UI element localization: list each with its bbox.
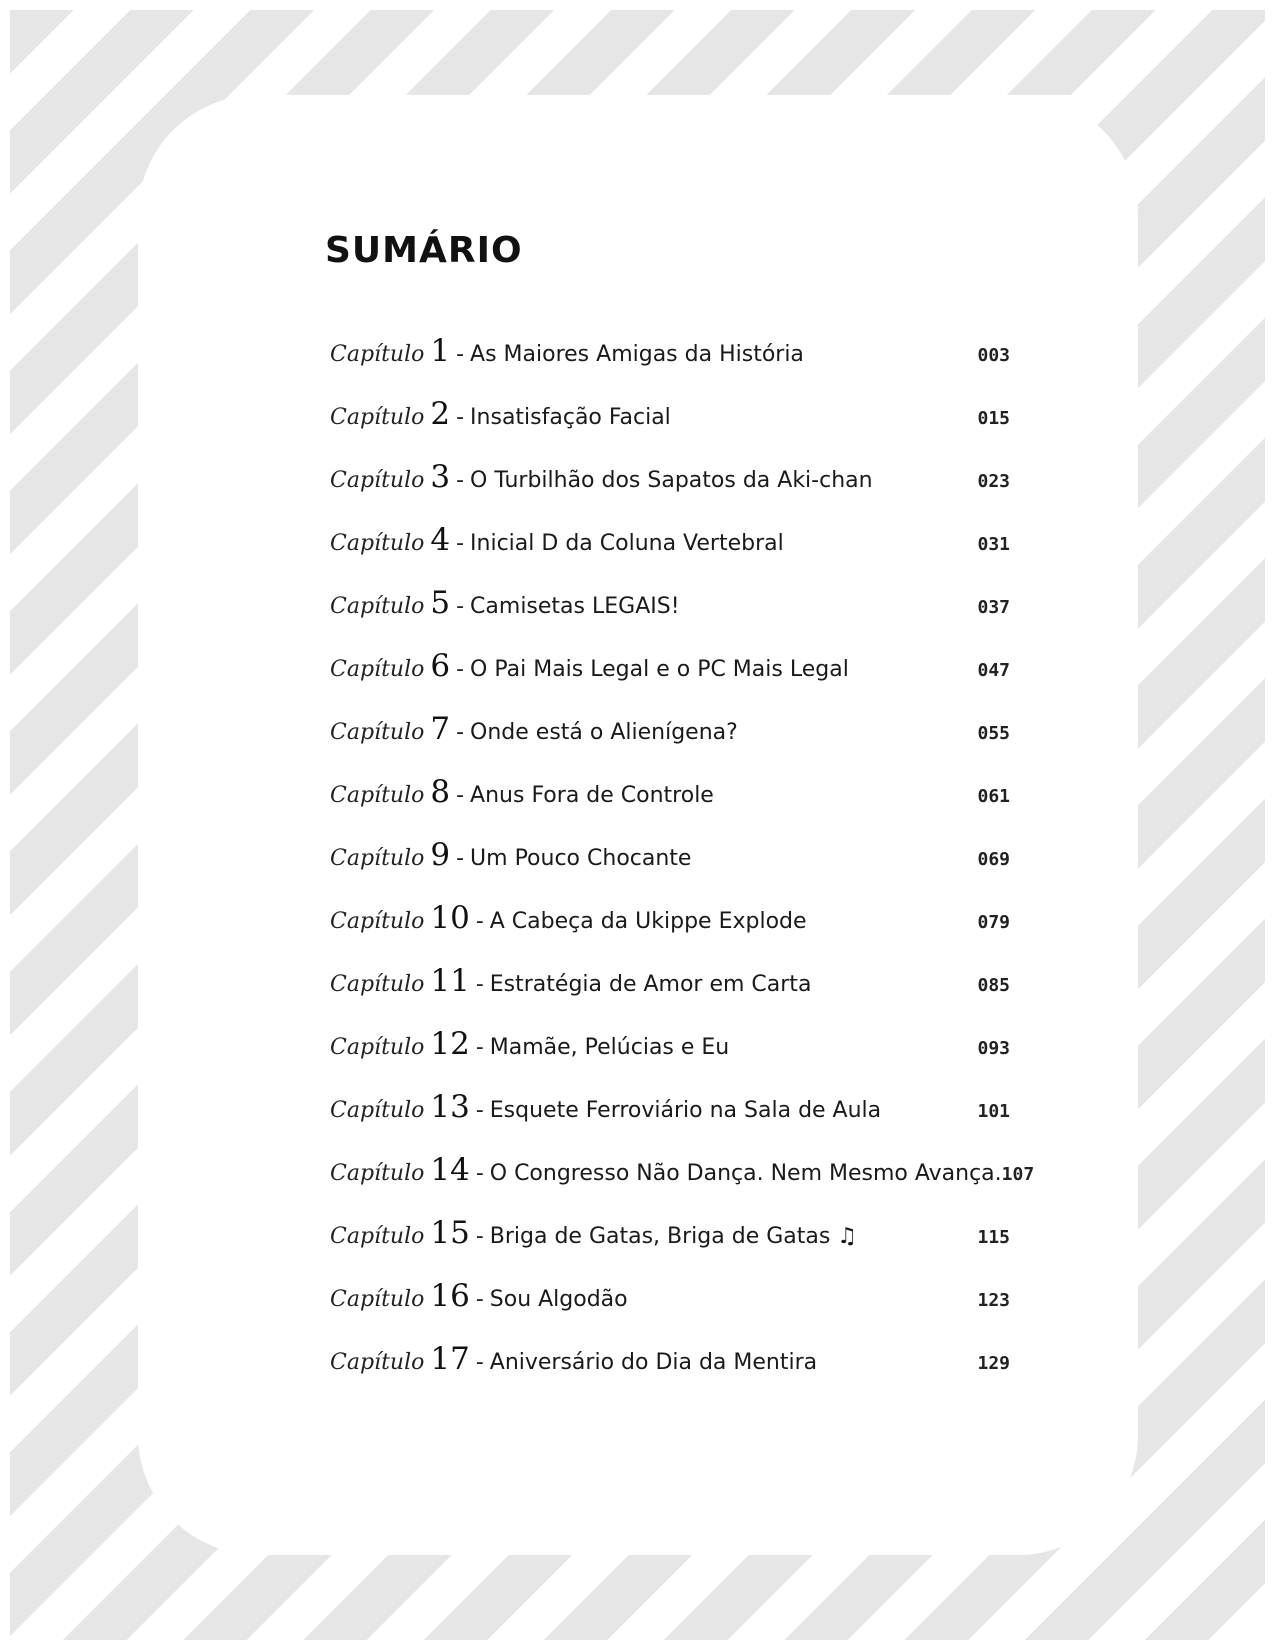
chapter-title: A Cabeça da Ukippe Explode (489, 909, 807, 934)
chapter-page-number: 085 (977, 975, 1010, 996)
chapter-title: Briga de Gatas, Briga de Gatas ♫ (489, 1224, 858, 1249)
chapter-label: Capítulo (330, 468, 425, 493)
chapter-page-number: 107 (1001, 1164, 1035, 1185)
toc-entry-2[interactable] (330, 396, 1010, 459)
chapter-title: Mamãe, Pelúcias e Eu (489, 1035, 730, 1060)
chapter-label: Capítulo (330, 846, 425, 871)
chapter-page-number: 101 (977, 1101, 1010, 1122)
chapter-separator: - (456, 783, 465, 808)
toc-entry-heading (330, 1215, 857, 1251)
chapter-label: Capítulo (330, 783, 425, 808)
chapter-number: 10 (430, 900, 470, 936)
chapter-page-number: 003 (977, 345, 1010, 366)
chapter-label: Capítulo (330, 1161, 425, 1186)
chapter-number: 13 (430, 1089, 470, 1125)
chapter-page-number: 015 (977, 408, 1010, 429)
toc-entry-8[interactable] (330, 774, 1010, 837)
chapter-label: Capítulo (330, 657, 425, 682)
toc-entry-heading (330, 459, 873, 495)
chapter-title: O Congresso Não Dança. Nem Mesmo Avança. (489, 1161, 1002, 1186)
toc-title: SUMÁRIO (325, 230, 523, 271)
chapter-number: 3 (430, 459, 451, 495)
chapter-label: Capítulo (330, 972, 425, 997)
toc-entry-15[interactable] (330, 1215, 1010, 1278)
content-panel-corner (305, 95, 1085, 175)
chapter-number: 12 (430, 1026, 470, 1062)
chapter-separator: - (456, 342, 465, 367)
chapter-number: 15 (430, 1215, 470, 1251)
chapter-label: Capítulo (330, 1098, 425, 1123)
chapter-number: 8 (430, 774, 451, 810)
toc-entry-9[interactable] (330, 837, 1010, 900)
toc-entry-3[interactable] (330, 459, 1010, 522)
chapter-title: Esquete Ferroviário na Sala de Aula (489, 1098, 882, 1123)
chapter-label: Capítulo (330, 909, 425, 934)
toc-entry-heading (330, 585, 680, 621)
chapter-title: O Pai Mais Legal e o PC Mais Legal (470, 657, 849, 682)
toc-entry-12[interactable] (330, 1026, 1010, 1089)
chapter-title: Um Pouco Chocante (470, 846, 692, 871)
chapter-number: 9 (430, 837, 451, 873)
chapter-separator: - (475, 1224, 484, 1249)
chapter-number: 14 (430, 1152, 470, 1188)
chapter-page-number: 069 (977, 849, 1010, 870)
chapter-page-number: 093 (977, 1038, 1010, 1059)
chapter-separator: - (475, 1035, 484, 1060)
chapter-page-number: 079 (977, 912, 1010, 933)
chapter-page-number: 115 (977, 1227, 1010, 1248)
toc-entry-heading (330, 1089, 881, 1125)
toc-entry-heading (330, 333, 804, 369)
chapter-title: Inicial D da Coluna Vertebral (470, 531, 784, 556)
toc-entry-5[interactable] (330, 585, 1010, 648)
chapter-label: Capítulo (330, 1287, 425, 1312)
chapter-number: 6 (430, 648, 451, 684)
toc-entry-13[interactable] (330, 1089, 1010, 1152)
toc-entry-16[interactable] (330, 1278, 1010, 1341)
chapter-page-number: 037 (977, 597, 1010, 618)
chapter-separator: - (475, 1098, 484, 1123)
chapter-title: Anus Fora de Controle (470, 783, 714, 808)
chapter-number: 17 (430, 1341, 470, 1377)
chapter-label: Capítulo (330, 1035, 425, 1060)
toc-entry-10[interactable] (330, 900, 1010, 963)
chapter-separator: - (475, 1161, 484, 1186)
toc-entry-14[interactable] (330, 1152, 1035, 1215)
toc-entry-7[interactable] (330, 711, 1010, 774)
toc-entry-heading (330, 837, 691, 873)
chapter-label: Capítulo (330, 1350, 425, 1375)
chapter-separator: - (456, 531, 465, 556)
chapter-separator: - (475, 1287, 484, 1312)
chapter-number: 16 (430, 1278, 470, 1314)
chapter-separator: - (456, 468, 465, 493)
chapter-separator: - (456, 720, 465, 745)
chapter-label: Capítulo (330, 531, 425, 556)
chapter-page-number: 047 (977, 660, 1010, 681)
chapter-number: 5 (430, 585, 451, 621)
chapter-separator: - (475, 1350, 484, 1375)
chapter-title: Aniversário do Dia da Mentira (489, 1350, 818, 1375)
chapter-number: 7 (430, 711, 451, 747)
chapter-title: Sou Algodão (489, 1287, 628, 1312)
toc-entry-heading (330, 1026, 729, 1062)
toc-entry-heading (330, 522, 784, 558)
chapter-title: As Maiores Amigas da História (470, 342, 804, 367)
toc-entry-11[interactable] (330, 963, 1010, 1026)
toc-entry-heading (330, 1341, 817, 1377)
toc-entry-heading (330, 963, 811, 999)
toc-entry-17[interactable] (330, 1341, 1010, 1404)
chapter-separator: - (475, 972, 484, 997)
toc-entry-heading (330, 396, 671, 432)
chapter-page-number: 023 (977, 471, 1010, 492)
chapter-page-number: 129 (977, 1353, 1010, 1374)
chapter-page-number: 031 (977, 534, 1010, 555)
chapter-number: 4 (430, 522, 451, 558)
toc-entry-heading (330, 648, 849, 684)
chapter-separator: - (456, 846, 465, 871)
chapter-separator: - (456, 594, 465, 619)
chapter-separator: - (456, 657, 465, 682)
chapter-number: 11 (430, 963, 470, 999)
chapter-label: Capítulo (330, 594, 425, 619)
chapter-separator: - (456, 405, 465, 430)
chapter-number: 2 (430, 396, 451, 432)
chapter-label: Capítulo (330, 342, 425, 367)
chapter-title: O Turbilhão dos Sapatos da Aki-chan (470, 468, 873, 493)
chapter-page-number: 123 (977, 1290, 1010, 1311)
chapter-page-number: 061 (977, 786, 1010, 807)
chapter-label: Capítulo (330, 720, 425, 745)
chapter-page-number: 055 (977, 723, 1010, 744)
chapter-title: Onde está o Alienígena? (470, 720, 738, 745)
chapter-title: Estratégia de Amor em Carta (489, 972, 812, 997)
chapter-title: Camisetas LEGAIS! (470, 594, 680, 619)
table-of-contents (330, 333, 1035, 1404)
chapter-title: Insatisfação Facial (470, 405, 671, 430)
toc-entry-6[interactable] (330, 648, 1010, 711)
toc-entry-heading (330, 1152, 1002, 1188)
toc-entry-heading (330, 900, 807, 936)
chapter-number: 1 (430, 333, 451, 369)
toc-entry-heading (330, 774, 714, 810)
chapter-label: Capítulo (330, 1224, 425, 1249)
toc-entry-heading (330, 711, 738, 747)
toc-entry-4[interactable] (330, 522, 1010, 585)
toc-entry-heading (330, 1278, 628, 1314)
toc-entry-1[interactable] (330, 333, 1010, 396)
chapter-separator: - (475, 909, 484, 934)
chapter-label: Capítulo (330, 405, 425, 430)
